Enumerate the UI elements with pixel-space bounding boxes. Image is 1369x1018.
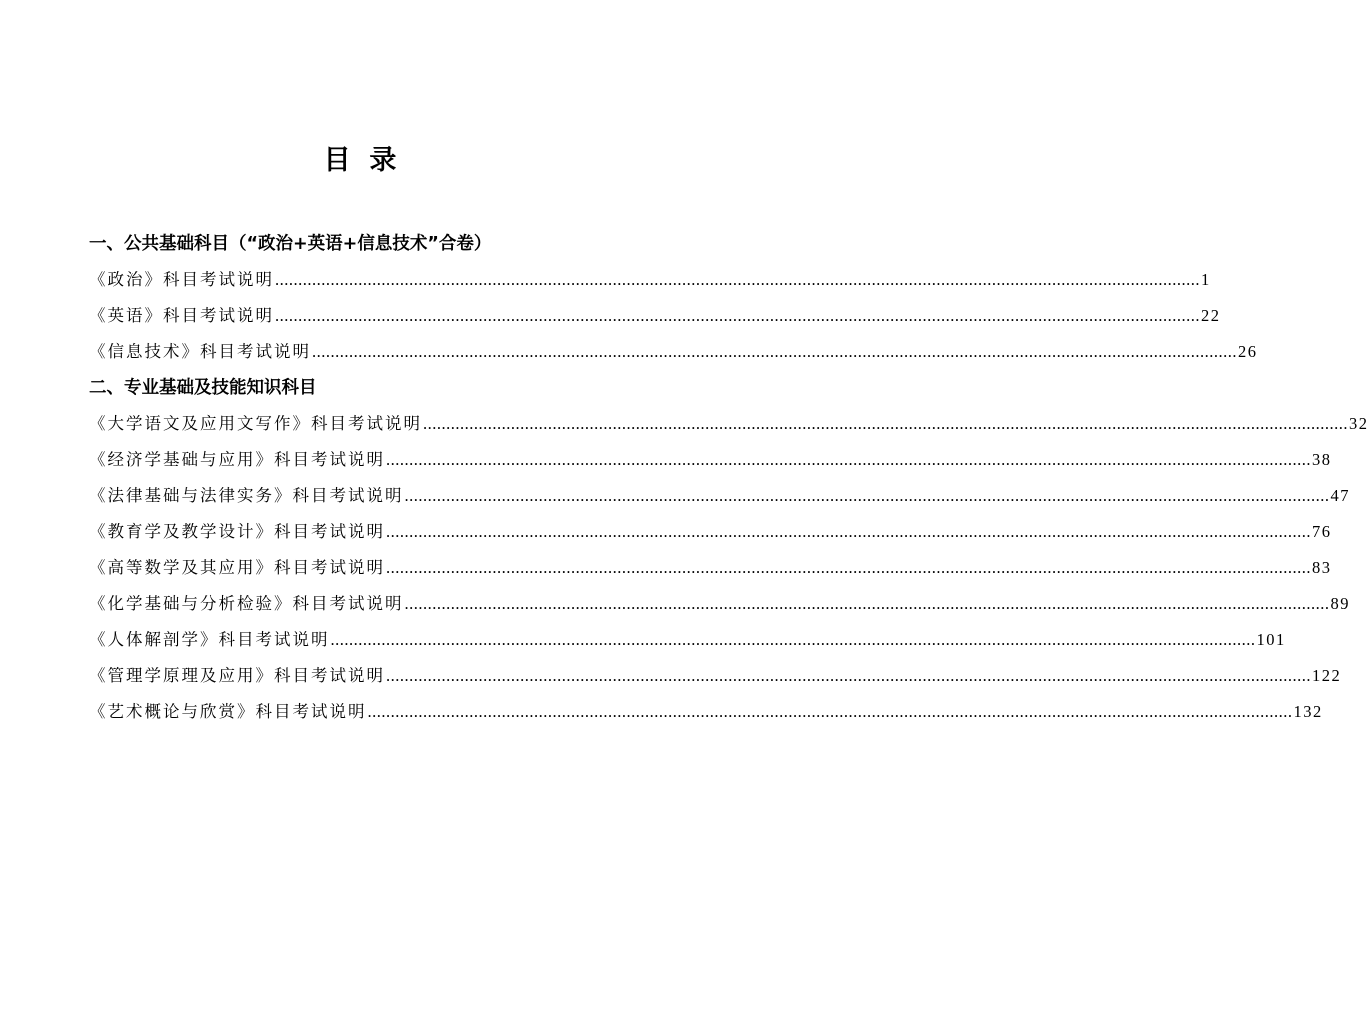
toc-dot-leader: ........................................................................................................................................................................................................ [386,558,1311,577]
toc-dot-leader: ........................................................................................................................................................................................................ [386,450,1311,469]
toc-entry[interactable] [89,406,1369,442]
toc-entry-title: 《大学语文及应用文写作》科目考试说明 [89,414,422,433]
toc-entry-title: 《信息技术》科目考试说明 [89,342,311,361]
toc-entry-page: 22 [1201,306,1221,325]
toc-entry-title: 《管理学原理及应用》科目考试说明 [89,666,385,685]
section-heading-public-basics: 一、公共基础科目（“政治+英语+信息技术”合卷） [89,234,492,254]
toc-entry[interactable] [89,694,1323,730]
toc-entry[interactable] [89,586,1350,622]
toc-dot-leader: ........................................................................................................................................................................................................ [330,630,1256,649]
toc-entry-page: 83 [1312,558,1332,577]
toc-dot-leader: ........................................................................................................................................................................................................ [423,414,1348,433]
toc-entry-page: 101 [1256,630,1286,649]
section-heading-professional: 二、专业基础及技能知识科目 [89,378,317,398]
toc-entry-page: 38 [1312,450,1332,469]
toc-dot-leader: ........................................................................................................................................................................................................ [367,702,1293,721]
toc-entry-page: 26 [1238,342,1258,361]
toc-entry[interactable] [89,478,1350,514]
toc-entry[interactable] [89,298,1221,334]
toc-entry-page: 89 [1330,594,1350,613]
toc-entry-title: 《经济学基础与应用》科目考试说明 [89,450,385,469]
toc-entry-page: 32 [1349,414,1369,433]
page-title: 目 录 [323,145,397,176]
toc-entry[interactable] [89,658,1342,694]
toc-dot-leader: ........................................................................................................................................................................................................ [275,306,1200,325]
toc-entry[interactable] [89,514,1332,550]
toc-entry-title: 《人体解剖学》科目考试说明 [89,630,330,649]
toc-entry-page: 76 [1312,522,1332,541]
toc-entry[interactable] [89,334,1258,370]
toc-entry-page: 47 [1330,486,1350,505]
toc-dot-leader: ........................................................................................................................................................................................................ [386,522,1311,541]
toc-dot-leader: ........................................................................................................................................................................................................ [312,342,1237,361]
toc-entry[interactable] [89,550,1332,586]
toc-entry-title: 《政治》科目考试说明 [89,270,274,289]
toc-entry-page: 1 [1201,270,1211,289]
toc-entry-title: 《教育学及教学设计》科目考试说明 [89,522,385,541]
toc-dot-leader: ........................................................................................................................................................................................................ [275,270,1200,289]
toc-entry-title: 《化学基础与分析检验》科目考试说明 [89,594,404,613]
table-of-contents [89,226,1369,730]
toc-entry-title: 《高等数学及其应用》科目考试说明 [89,558,385,577]
toc-entry-page: 122 [1312,666,1342,685]
toc-dot-leader: ........................................................................................................................................................................................................ [404,486,1330,505]
toc-entry[interactable] [89,622,1286,658]
toc-entry-title: 《法律基础与法律实务》科目考试说明 [89,486,404,505]
toc-entry[interactable] [89,262,1211,298]
toc-entry[interactable] [89,442,1332,478]
toc-entry-title: 《艺术概论与欣赏》科目考试说明 [89,702,367,721]
toc-dot-leader: ........................................................................................................................................................................................................ [404,594,1330,613]
toc-entry-page: 132 [1293,702,1323,721]
toc-dot-leader: ........................................................................................................................................................................................................ [386,666,1311,685]
toc-entry-title: 《英语》科目考试说明 [89,306,274,325]
